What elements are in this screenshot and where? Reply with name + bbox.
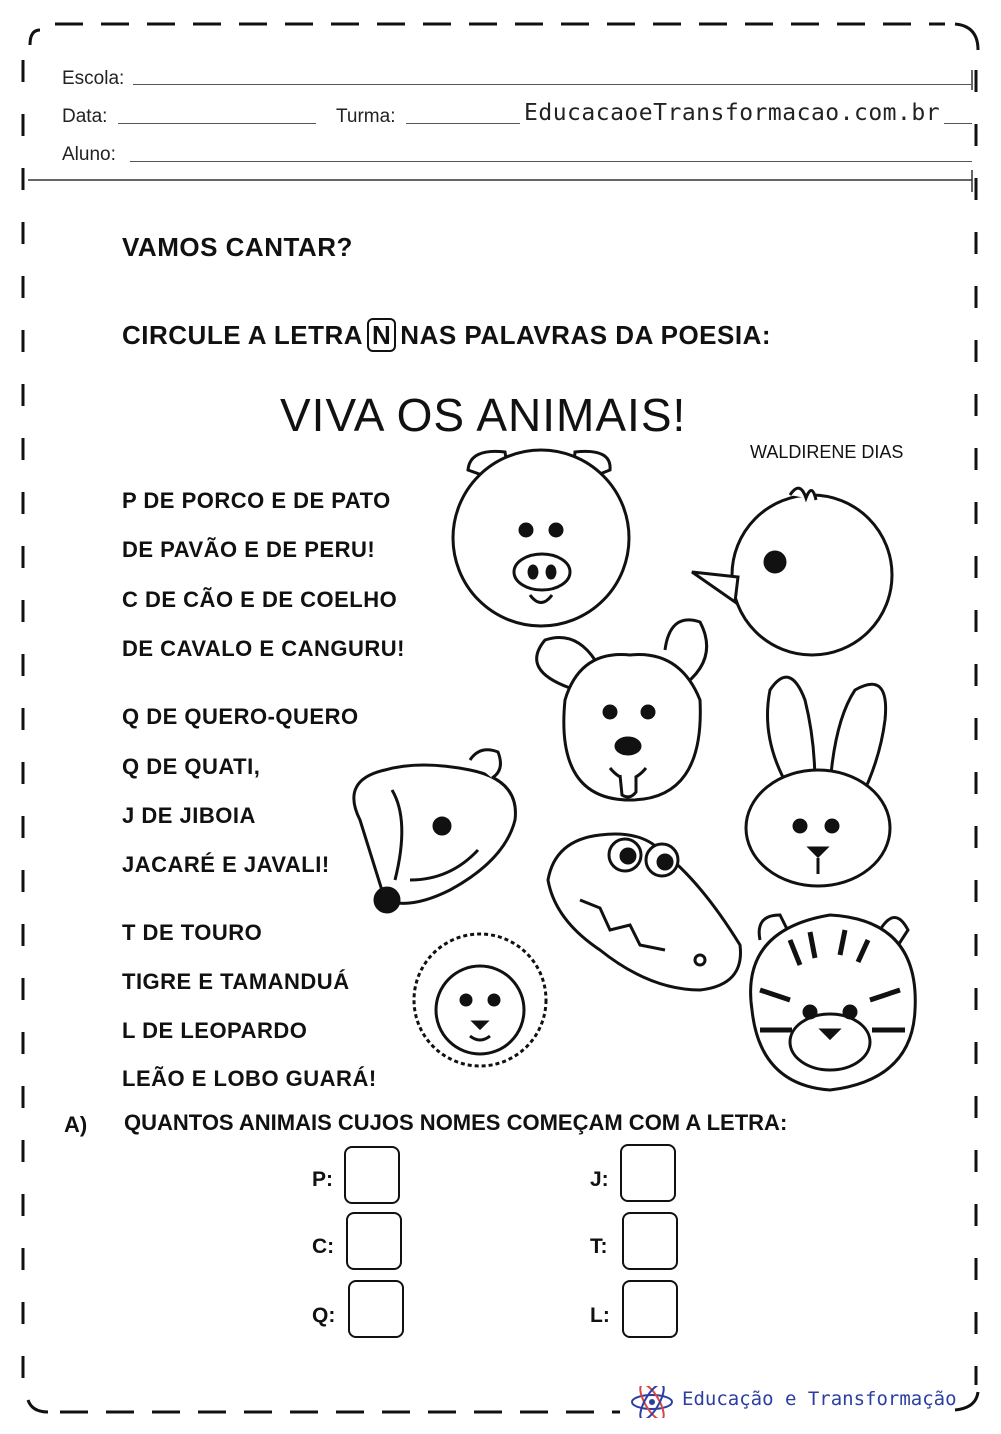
poem-author: WALDIRENE DIAS [750,442,904,462]
poem-line: P DE PORCO E DE PATO [122,488,391,513]
question-label: A) [64,1112,88,1137]
answer-box-c[interactable] [346,1212,402,1270]
student-label: Aluno: [62,144,116,165]
date-label: Data: [62,106,108,127]
activity-heading: VAMOS CANTAR? [122,232,353,262]
answer-label-p: P: [312,1168,333,1191]
answer-box-l[interactable] [622,1280,678,1338]
tiger-icon [751,915,916,1090]
instruction-text-pre: CIRCULE A LETRA [122,320,364,350]
dog-icon [537,620,707,800]
poem-line: T DE TOURO [122,920,263,945]
poem-line: L DE LEOPARDO [122,1018,308,1043]
poem-line: TIGRE E TAMANDUÁ [122,969,350,994]
poem-line: C DE CÃO E DE COELHO [122,587,398,612]
website-url: EducacaoeTransformacao.com.br [520,100,944,126]
school-label: Escola: [62,68,125,89]
answer-box-j[interactable] [620,1144,676,1202]
instruction-text-post: NAS PALAVRAS DA POESIA: [400,320,772,350]
letter-n-box: N [367,318,396,352]
alligator-icon [548,834,741,990]
answer-label-t: T: [590,1235,608,1258]
rabbit-icon [746,677,890,886]
duck-icon [692,488,892,655]
poem-title: VIVA OS ANIMAIS! [280,389,687,441]
question-text: QUANTOS ANIMAIS CUJOS NOMES COMEÇAM COM A LETRA: [124,1110,788,1135]
class-label: Turma: [336,106,396,127]
answer-label-c: C: [312,1235,335,1258]
answer-box-t[interactable] [622,1212,678,1270]
poem-line: JACARÉ E JAVALI! [122,852,330,877]
pig-icon [453,450,629,626]
answer-label-j: J: [590,1168,609,1191]
poem-line: Q DE QUATI, [122,754,261,779]
answer-box-q[interactable] [348,1280,404,1338]
answer-label-l: L: [590,1304,610,1327]
poem-line: LEÃO E LOBO GUARÁ! [122,1066,377,1091]
lion-icon [414,934,546,1066]
poem-line: Q DE QUERO-QUERO [122,704,359,729]
poem-line: DE CAVALO E CANGURU! [122,636,405,661]
answer-label-q: Q: [312,1304,336,1327]
answer-box-p[interactable] [344,1146,400,1204]
atom-logo-icon [630,1386,674,1418]
poem-line: DE PAVÃO E DE PERU! [122,537,376,562]
poem-line: J DE JIBOIA [122,803,256,828]
anteater-icon [354,750,516,912]
footer-brand: Educação e Transformação [682,1388,957,1410]
